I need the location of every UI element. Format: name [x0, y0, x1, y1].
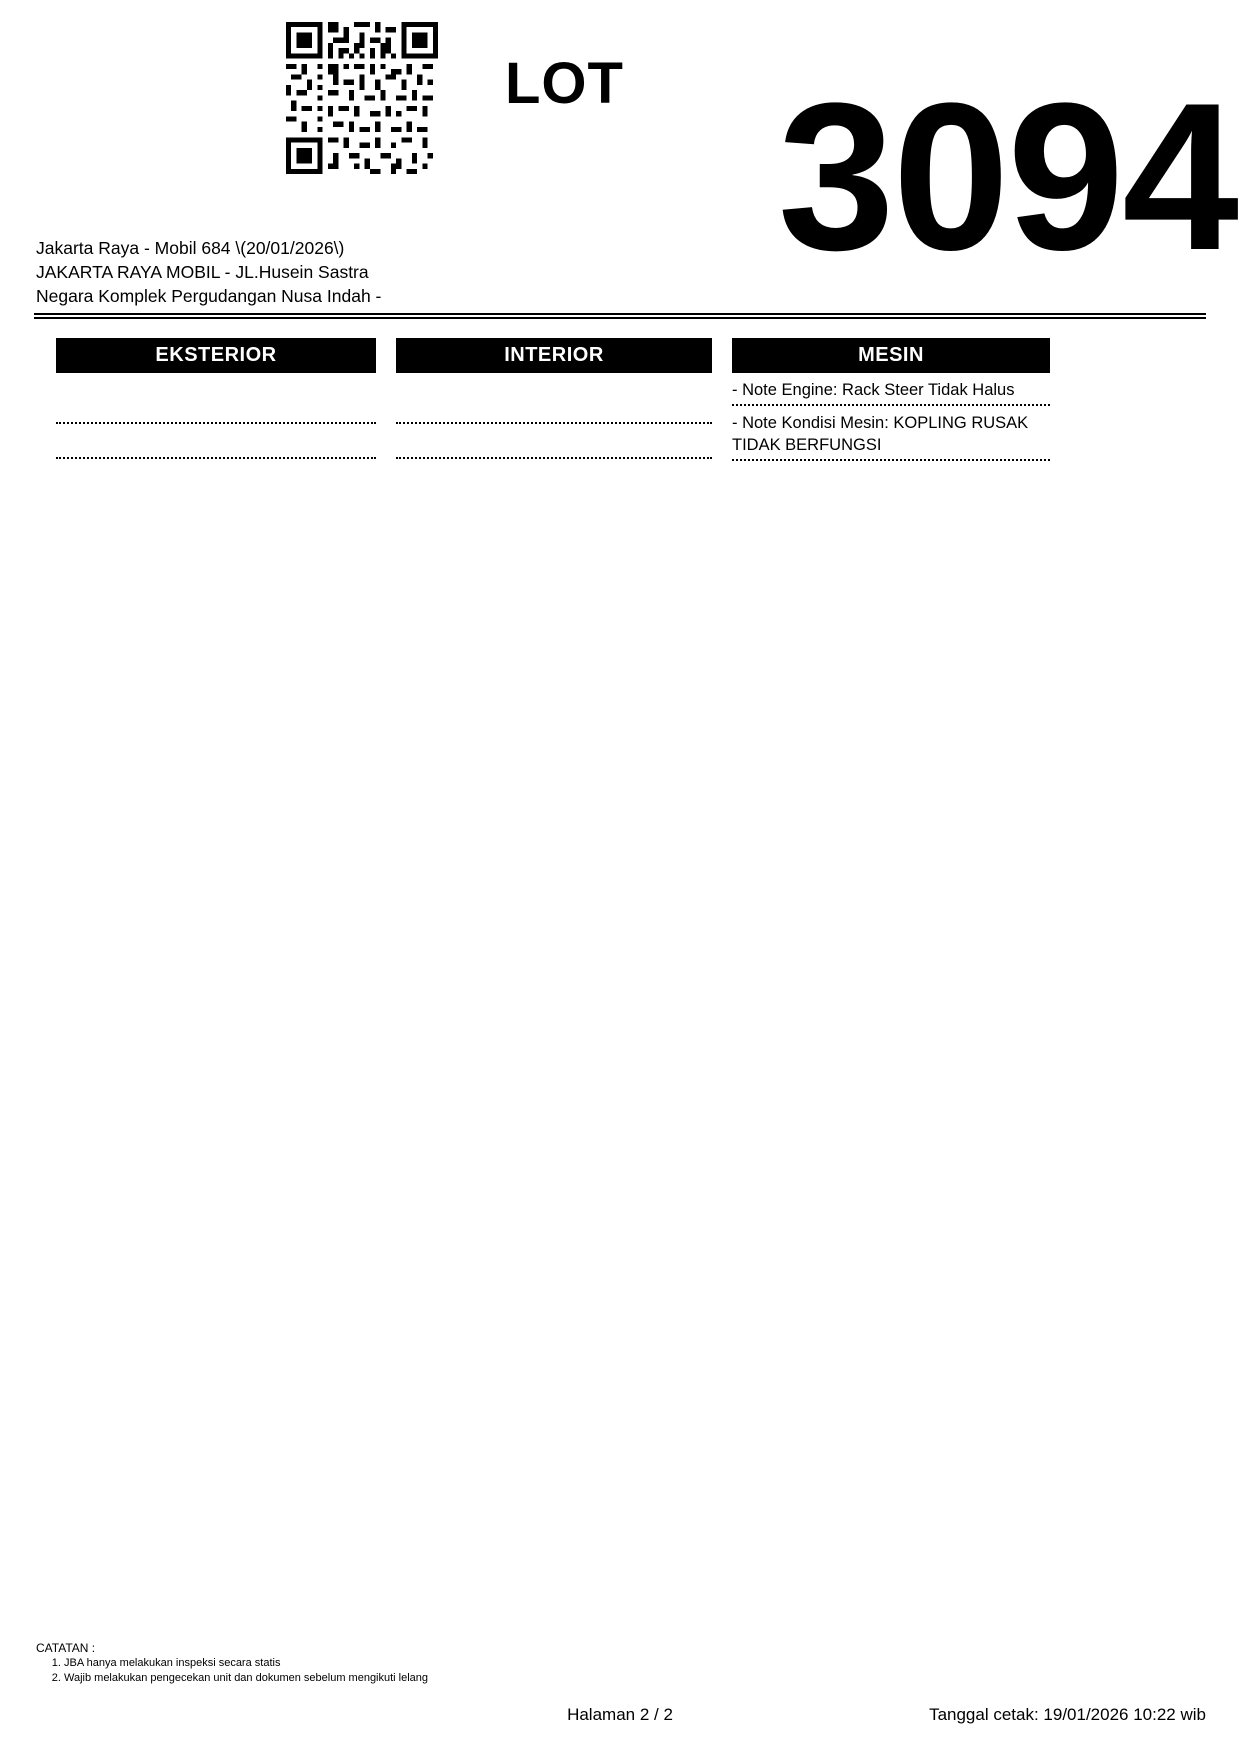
catatan-item: 2. Wajib melakukan pengecekan unit dan dokumen sebelum mengikuti lelang — [64, 1671, 736, 1686]
qr-code-icon — [286, 22, 438, 174]
print-date: Tanggal cetak: 19/01/2026 10:22 wib — [929, 1705, 1206, 1724]
footer-catatan — [36, 1640, 736, 1686]
catatan-item: 1. JBA hanya melakukan inspeksi secara statis — [64, 1656, 736, 1671]
page-number: Halaman 2 / 2 — [567, 1705, 673, 1724]
note-item — [56, 395, 376, 424]
note-list-eksterior — [56, 395, 376, 459]
note-item: - Note Kondisi Mesin: KOPLING RUSAK TIDAK BERFUNGSI — [732, 412, 1050, 461]
note-list-mesin — [732, 379, 1050, 461]
column-eksterior — [56, 338, 376, 465]
venue-line-1: Jakarta Raya - Mobil 684 \(20/01/2026\) — [36, 238, 345, 258]
venue-line-2: JAKARTA RAYA MOBIL - JL.Husein Sastra — [36, 262, 369, 282]
lot-number: 3094 — [777, 59, 1237, 294]
column-mesin — [732, 338, 1050, 467]
venue-line-3: Negara Komplek Pergudangan Nusa Indah - — [36, 286, 382, 306]
note-item — [396, 430, 712, 459]
column-title-eksterior: EKSTERIOR — [56, 338, 376, 373]
column-title-mesin: MESIN — [732, 338, 1050, 373]
header-divider — [34, 313, 1206, 319]
catatan-list — [36, 1656, 736, 1686]
note-item — [396, 395, 712, 424]
catatan-title: CATATAN : — [36, 1641, 96, 1655]
venue-info — [36, 236, 466, 308]
column-title-interior: INTERIOR — [396, 338, 712, 373]
note-item: - Note Engine: Rack Steer Tidak Halus — [732, 379, 1050, 406]
page-header — [0, 0, 1240, 330]
note-item — [56, 430, 376, 459]
note-list-interior — [396, 395, 712, 459]
lot-label: LOT — [505, 51, 624, 116]
column-interior — [396, 338, 712, 465]
